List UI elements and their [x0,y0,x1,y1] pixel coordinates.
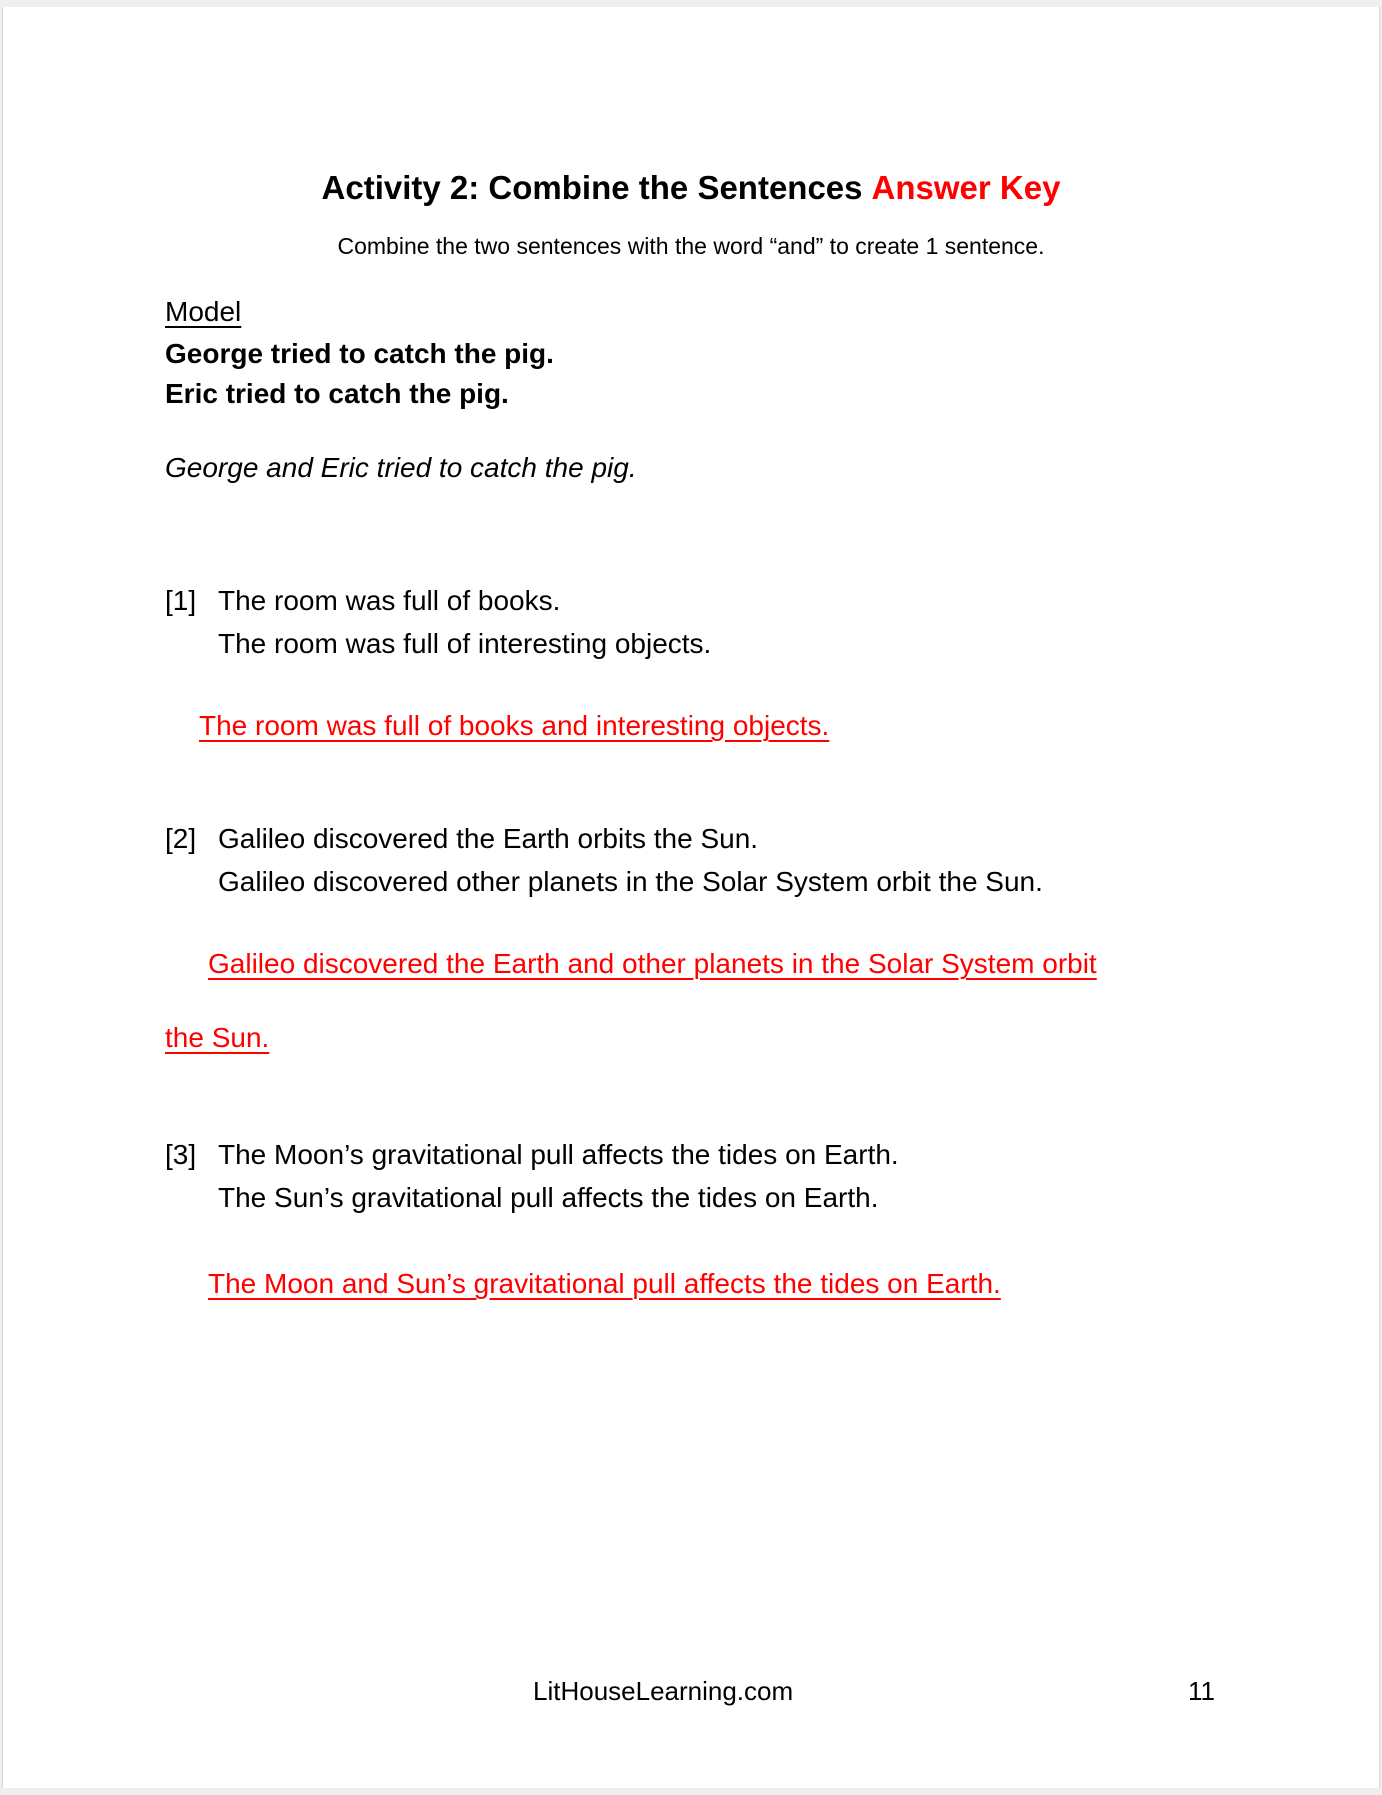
footer-site-name: LitHouseLearning.com [533,1676,794,1706]
item-2-number: [2] [165,823,197,854]
footer-page-number: 11 [1188,1676,1215,1706]
page-title-main: Activity 2: Combine the Sentences [321,169,863,206]
item-2-answer-line-1: Galileo discovered the Earth and other planets in the Solar System orbit [208,948,1097,979]
page-title [3,168,1379,208]
page-title-answer-key: Answer Key [871,169,1061,206]
item-3-sentence-2: The Sun’s gravitational pull affects the tides on Earth. [218,1182,879,1213]
model-sentence-1: George tried to catch the pig. [165,338,554,369]
model-sentence-2: Eric tried to catch the pig. [165,378,509,409]
item-1-sentence-2: The room was full of interesting objects. [218,628,712,659]
item-2-sentence-2: Galileo discovered other planets in the Solar System orbit the Sun. [218,866,1043,897]
model-heading: Model [165,296,242,327]
item-3-number: [3] [165,1139,197,1170]
document-page [2,7,1380,1788]
item-2-answer-line-2: the Sun. [165,1022,270,1053]
item-1-answer: The room was full of books and interesting objects. [199,710,830,741]
item-3-sentence-1: The Moon’s gravitational pull affects the tides on Earth. [218,1139,899,1170]
model-combined-sentence: George and Eric tried to catch the pig. [165,452,637,483]
item-3-answer: The Moon and Sun’s gravitational pull affects the tides on Earth. [208,1268,1001,1299]
instructions-text: Combine the two sentences with the word “and” to create 1 sentence. [337,233,1045,259]
item-1-number: [1] [165,585,197,616]
item-1-sentence-1: The room was full of books. [218,585,561,616]
item-2-sentence-1: Galileo discovered the Earth orbits the Sun. [218,823,759,854]
